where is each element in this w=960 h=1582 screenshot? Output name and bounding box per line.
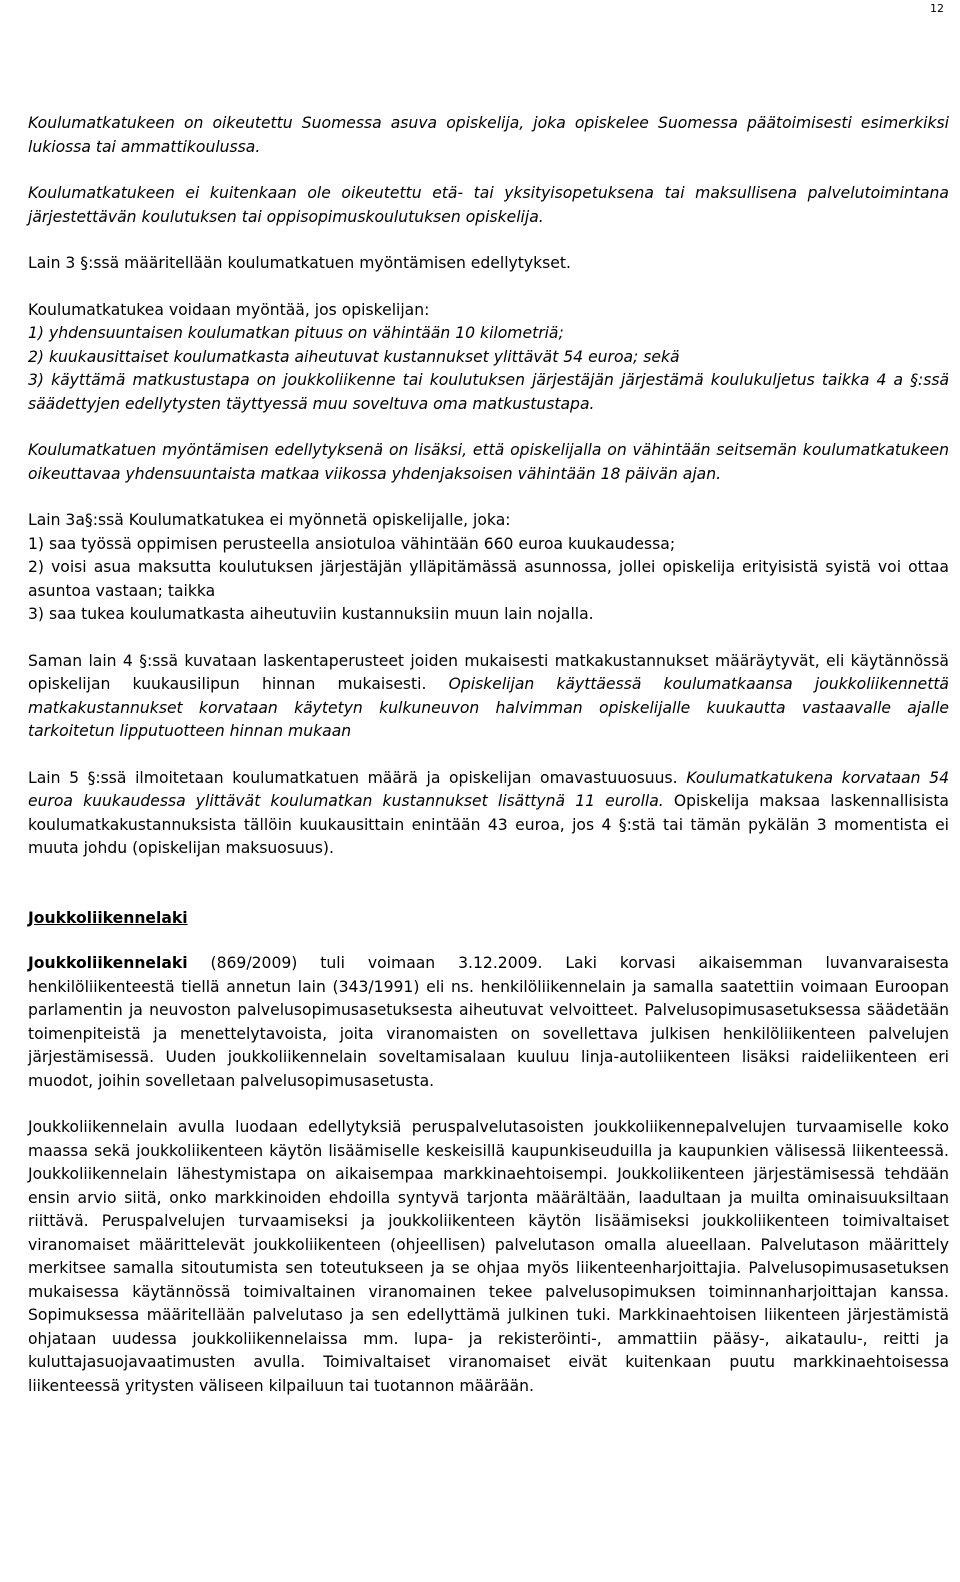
text-normal: (869/2009) tuli voimaan 3.12.2009. Laki korvasi aikaisemman luvanvaraisesta henkilöliikenteestä tiellä annetun lain (343/1991) eli ns. henkilöliikennelain ja samalla saatettiin voimaan Euroopan parlamentin ja neuvoston palvelusopimusasetuksesta aiheutuvat velvoitteet. Palvelusopimusasetuksessa säädetään toimenpiteistä ja menettelytavoista, joita viranomaisten on sovellettava julkisen henkilöliikenteen palvelujen järjestämisessä. Uuden joukkoliikennelain soveltamisalaan kuuluu linja-autoliikenteen lisäksi raideliikenteen eri muodot, joihin sovelletaan palvelusopimusasetusta. [28, 954, 949, 1090]
list-intro: Lain 3a§:ssä Koulumatkatukea ei myönnetä opiskelijalle, joka: [28, 511, 511, 529]
document-body [28, 112, 949, 1398]
text-italic: Opiskelijan käyttäessä koulumatkaansa joukkoliikennettä matkakustannukset korvataan käytetyn kulkuneuvon halvimman opiskelijalle kuukautta vastaavalle ajalle tarkoitetun lipputuotteen hinnan mukaan [28, 675, 949, 740]
list-item: 3) käyttämä matkustustapa on joukkoliikenne tai koulutuksen järjestäjän järjestämä koulukuljetus taikka 4 a §:ssä säädettyjen edellytysten täyttyessä muu soveltuva oma matkustustapa. [28, 371, 949, 413]
text-normal: Lain 5 §:ssä ilmoitetaan koulumatkatuen määrä ja opiskelijan omavastuuosuus. [28, 768, 687, 787]
text-bold: Joukkoliikennelaki [28, 954, 188, 972]
list-item: 1) saa työssä oppimisen perusteella ansiotuloa vähintään 660 euroa kuukaudessa; [28, 534, 676, 553]
list-item: 3) saa tukea koulumatkasta aiheutuviin kustannuksiin muun lain nojalla. [28, 605, 594, 623]
paragraph-section-4 [28, 650, 949, 744]
restrictions-list [28, 509, 949, 627]
paragraph-public-transport-goals: Joukkoliikennelain avulla luodaan edellytyksiä peruspalvelutasoisten joukkoliikennepalvelujen turvaamiselle koko maassa sekä joukkoliikenteen käytön lisäämiselle keskeisillä kaupunkiseuduilla ja kaupunkien välisessä liikenteessä. Joukkoliikennelain lähestymistapa on aikaisempaa markkinaehtoisempi. Joukkoliikenteen järjestämisessä tehdään ensin arvio siitä, onko markkinoiden ehdoilla syntyvä tarjonta määrältään, laadultaan ja muilta ominaisuuksiltaan riittävä. Peruspalvelujen turvaamiseksi ja joukkoliikenteen käytön lisäämiseksi joukkoliikenteen toimivaltaiset viranomaiset määrittelevät joukkoliikenteen (ohjeellisen) palvelutason omalla alueellaan. Palvelutason määrittely merkitsee samalla sitoutumista sen toteutukseen ja se ohjaa myös liikenteenharjoittajia. Palvelusopimusasetuksen mukaisessa käytännössä toimivaltainen viranomainen tekee palvelusopimuksen toiminnanharjoittajan kanssa. Sopimuksessa määritellään palvelutaso ja sen edellyttämä julkinen tuki. Markkinaehtoisen liikenteen järjestämistä ohjataan uudessa joukkoliikennelaissa mm. lupa- ja rekisteröinti-, ammattiin pääsy-, aikataulu-, reitti ja kuluttajasuojavaatimusten avulla. Toimivaltaiset viranomaiset eivät kuitenkaan puutu markkinaehtoisessa liikenteessä yritysten väliseen kilpailuun tai tuotannon määrään. [28, 1118, 949, 1395]
list-item: 1) yhdensuuntaisen koulumatkan pituus on vähintään 10 kilometriä; [28, 324, 564, 342]
page-number: 12 [930, 2, 944, 15]
paragraph-section-5 [28, 767, 949, 861]
conditions-list [28, 299, 949, 417]
paragraph-eligibility: Koulumatkatukeen on oikeutettu Suomessa asuva opiskelija, joka opiskelee Suomessa päätoimisesti esimerkiksi lukiossa tai ammattikoulussa. [28, 114, 949, 156]
list-item: 2) voisi asua maksutta koulutuksen järjestäjän ylläpitämässä asunnossa, jollei opiskelija erityisistä syistä voi ottaa asuntoa vastaan; taikka [28, 558, 949, 600]
section-heading: Joukkoliikennelaki [28, 908, 188, 927]
text-normal: Saman lain 4 §:ssä kuvataan laskentaperusteet joiden mukaisesti matkakustannukset määräytyvät, eli käytännössä opiskelijan kuukausilipun hinnan mukaisesti. [28, 651, 949, 693]
text-italic: Koulumatkatukena korvataan 54 euroa kuukaudessa ylittävät koulumatkan kustannukset lisättynä 11 eurolla. [28, 768, 949, 810]
list-intro: Koulumatkatukea voidaan myöntää, jos opiskelijan: [28, 300, 430, 319]
paragraph-section-3: Lain 3 §:ssä määritellään koulumatkatuen myöntämisen edellytykset. [28, 254, 571, 272]
paragraph-additional-condition: Koulumatkatuen myöntämisen edellytyksenä on lisäksi, että opiskelijalla on vähintään seitsemän koulumatkatukeen oikeuttavaa yhdensuuntaista matkaa viikossa yhdenjaksoisen vähintään 18 päivän ajan. [28, 441, 949, 483]
paragraph-exclusion: Koulumatkatukeen ei kuitenkaan ole oikeutettu etä- tai yksityisopetuksena tai maksullisena palvelutoimintana järjestettävän koulutuksen tai oppisopimuskoulutuksen opiskelija. [28, 184, 949, 226]
text-normal: Opiskelija maksaa laskennallisista koulumatkakustannuksista tällöin kuukausittain enintään 43 euroa, jos 4 §:stä tai tämän pykälän 3 momentista ei muuta johdu (opiskelijan maksuosuus). [28, 792, 949, 857]
list-item: 2) kuukausittaiset koulumatkasta aiheutuvat kustannukset ylittävät 54 euroa; sekä [28, 347, 680, 366]
paragraph-public-transport-act [28, 952, 949, 1093]
